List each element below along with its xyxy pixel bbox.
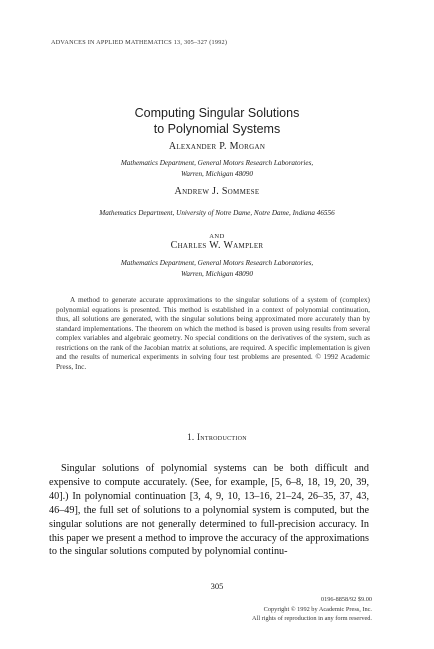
intro-paragraph: Singular solutions of polynomial systems can be both difficult and expensive to compute accurately. (See, for example, [5, 6–8, 18, 19, 20, 39, 40].) In polynomial continuation [3, 4, 9, 10, 13–16, 21–24, 26–35, 37, 43, 46–49], the full set of solutions to a polynomial system is computed, but the singular solutions are not generally determined to full-precision accuracy. In this paper we present a method to improve the accuracy of the approximations to the singular solutions computed by polynomial continu- (49, 463, 369, 558)
author-affiliation (0, 158, 434, 180)
affiliation-line: Mathematics Department, General Motors Research Laboratories, (120, 259, 314, 267)
author-affiliation (0, 208, 434, 219)
affiliation-line: Mathematics Department, General Motors Research Laboratories, (120, 159, 314, 167)
copyright-line: Copyright © 1992 by Academic Press, Inc. (263, 605, 372, 613)
section-heading: 1. Introduction (187, 432, 247, 442)
affiliation-line: Warren, Michigan 48090 (181, 170, 253, 178)
author-name: Alexander P. Morgan (168, 141, 266, 152)
title-line-1: Computing Singular Solutions (134, 106, 300, 120)
rights-line: All rights of reproduction in any form reserved. (252, 615, 372, 622)
affiliation-line: Warren, Michigan 48090 (181, 270, 253, 278)
running-head: ADVANCES IN APPLIED MATHEMATICS 13, 305–327 (1992) (51, 39, 228, 46)
title-line-2: to Polynomial Systems (153, 122, 281, 136)
copyright-footer (252, 595, 372, 624)
author-affiliation (0, 258, 434, 280)
issn-line: 0196-8858/92 $9.00 (320, 596, 372, 603)
page-number: 305 (210, 581, 224, 591)
abstract: A method to generate accurate approximations to the singular solutions of a system of (complex) polynomial equations is presented. This method is established in a context of polynomial continuation, thus, all solutions are generated, with the singular solutions being approximated more accurately than by standard implementations. The theorem on which the method is based is proven using results from several complex variables and algebraic geometry. No special conditions on the derivatives of the system, such as restrictions on the rank of the Jacobian matrix at solutions, are required. A specific implementation is given and the results of numerical experiments in solving four test problems are presented. © 1992 Academic Press, Inc. (56, 295, 370, 371)
author-name: Charles W. Wampler (170, 240, 264, 251)
author-name: Andrew J. Sommese (174, 186, 260, 197)
paper-title (0, 105, 434, 137)
affiliation-line: Mathematics Department, University of Notre Dame, Notre Dame, Indiana 46556 (99, 209, 335, 217)
and-separator: AND (209, 233, 225, 240)
